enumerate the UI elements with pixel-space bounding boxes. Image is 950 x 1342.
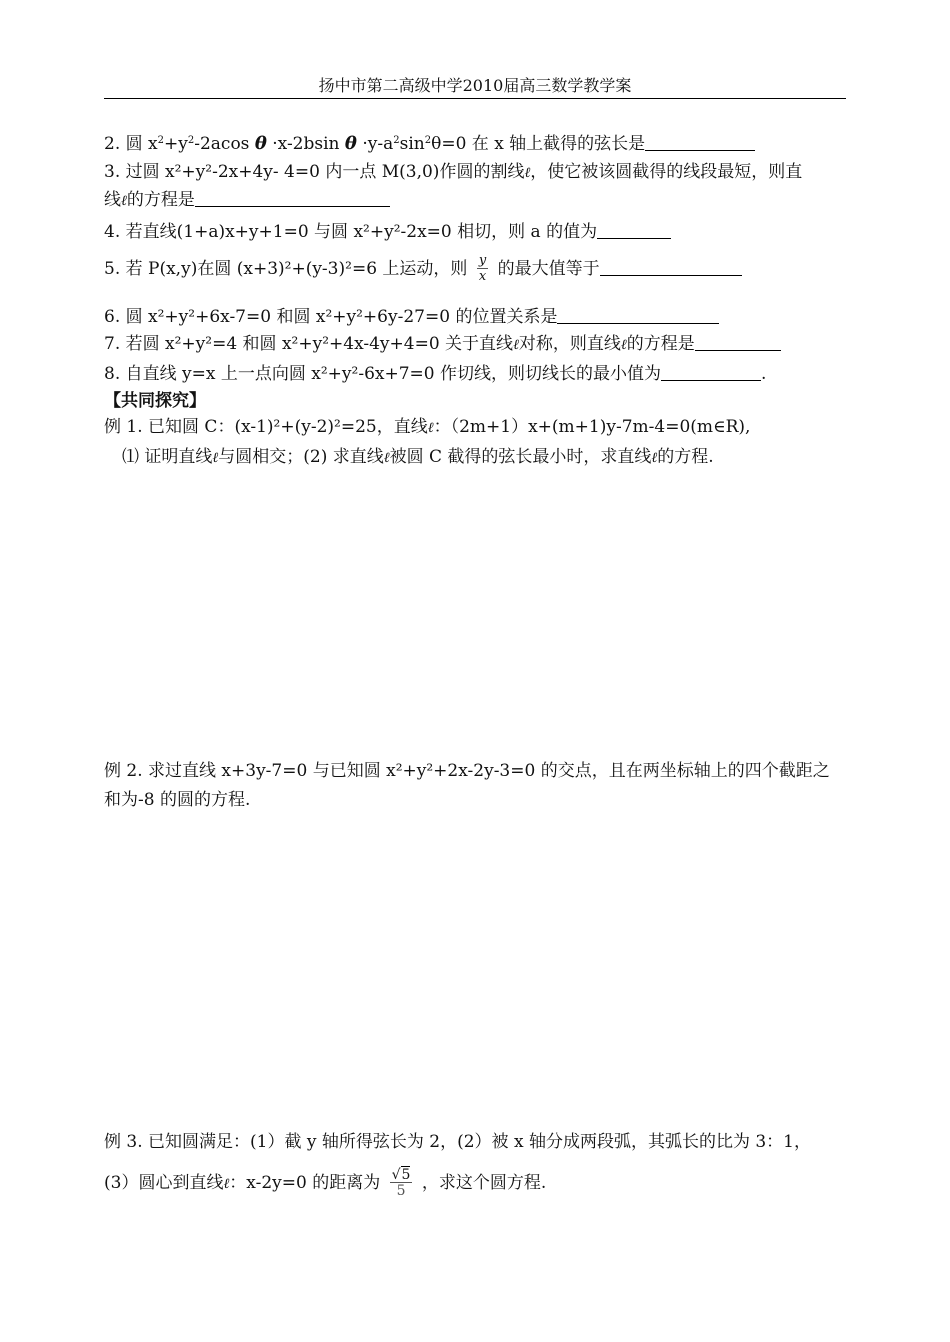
answer-blank[interactable] bbox=[557, 307, 719, 324]
answer-blank[interactable] bbox=[600, 259, 742, 276]
answer-blank[interactable] bbox=[195, 190, 390, 207]
answer-blank[interactable] bbox=[645, 134, 755, 151]
section-title: 【共同探究】 bbox=[104, 391, 206, 411]
answer-blank[interactable] bbox=[695, 334, 781, 351]
example-3-line-1: 例 3. 已知圆满足：(1）截 y 轴所得弦长为 2，(2）被 x 轴分成两段弧，其弧长的比为 3：1， bbox=[104, 1132, 811, 1152]
theta-symbol: θ bbox=[344, 133, 357, 154]
theta-symbol: θ bbox=[254, 133, 267, 154]
question-3-line-1: 3. 过圆 x²+y²-2x+4y- 4=0 内一点 M(3,0)作圆的割线ℓ，使它被该圆截得的线段最短，则直 bbox=[104, 162, 803, 182]
answer-blank[interactable] bbox=[597, 222, 671, 239]
fraction-y-over-x: $\frac{y}{x}$ bbox=[478, 253, 487, 284]
question-7: 7. 若圆 x²+y²=4 和圆 x²+y²+4x-4y+4=0 关于直线ℓ对称，则直线ℓ的方程是 bbox=[104, 333, 781, 356]
question-2: 2. 圆 $x^2+y^2-2acos$ θ ·x-2bsin $\theta \cdot y-a^2\sin^2\theta=0$ 在 x 轴上截得的弦长是 bbox=[104, 133, 755, 155]
example-1-line-1: 例 1. 已知圆 C：(x-1)²+(y-2)²=25，直线ℓ：（2m+1）x+(m+1)y-7m-4=0(m∈R), bbox=[104, 417, 751, 437]
question-3-line-2: 线ℓ的方程是 bbox=[104, 189, 390, 212]
question-6: 6. 圆 x²+y²+6x-7=0 和圆 x²+y²+6y-27=0 的位置关系是 bbox=[104, 306, 719, 328]
example-1-line-2: ⑴ 证明直线ℓ与圆相交；(2) 求直线ℓ被圆 C 截得的弦长最小时，求直线ℓ的方程. bbox=[122, 447, 714, 467]
question-8: 8. 自直线 y=x 上一点向圆 x²+y²-6x+7=0 作切线，则切线长的最小值为 . bbox=[104, 364, 767, 384]
example-3-line-2: (3）圆心到直线ℓ：x-2y=0 的距离为 $\frac{√5}{5}$ ，求这个圆方程. bbox=[104, 1167, 547, 1199]
page-header: 扬中市第二高级中学2010届高三数学教学案 bbox=[318, 76, 632, 95]
question-4: 4. 若直线(1+a)x+y+1=0 与圆 x²+y²-2x=0 相切，则 a 的值为 bbox=[104, 221, 671, 243]
answer-blank[interactable] bbox=[661, 364, 761, 381]
example-2-line-2: 和为-8 的圆的方程. bbox=[104, 790, 251, 810]
example-2-line-1: 例 2. 求过直线 x+3y-7=0 与已知圆 x²+y²+2x-2y-3=0 的交点，且在两坐标轴上的四个截距之 bbox=[104, 761, 830, 781]
header-divider bbox=[104, 98, 846, 99]
fraction-sqrt5-over-5: $\frac{√5}{5}$ bbox=[391, 1167, 411, 1199]
question-5: 5. 若 P(x,y)在圆 (x+3)²+(y-3)²=6 上运动，则 $\frac{y}{x}$ 的最大值等于 bbox=[104, 254, 742, 285]
